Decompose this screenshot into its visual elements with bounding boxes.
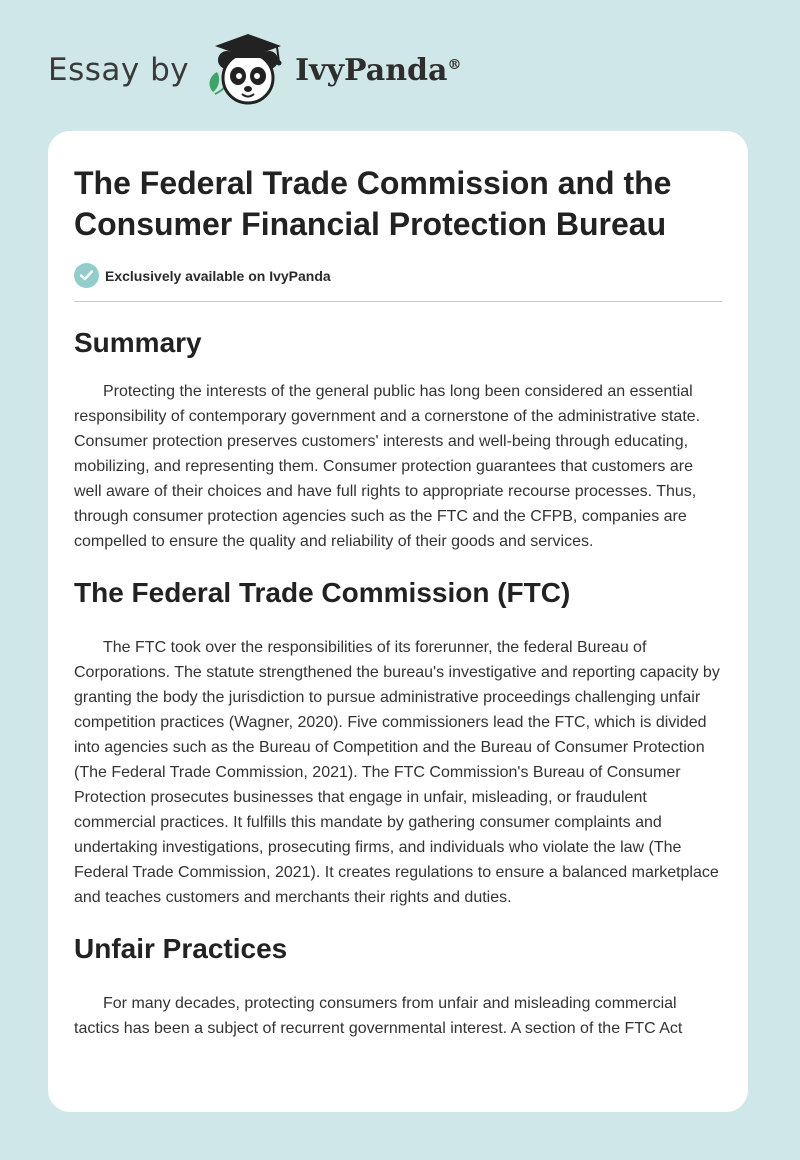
section-heading-summary: Summary [74,327,202,358]
essay-card [48,131,748,1112]
brand-name: IvyPanda® [295,52,462,88]
section-paragraph-ftc: The FTC took over the responsibilities of its forerunner, the federal Bureau of Corporations. The statute strengthened the bureau's investigative and reporting capacity by granting the body the jurisdiction to pursue administrative proceedings challenging unfair competition practices (Wagner, 2020). Five commissioners lead the FTC, which is divided into agencies such as the Bureau of Competition and the Bureau of Consumer Protection (The Federal Trade Commission, 2021). The FTC Commission's Bureau of Consumer Protection prosecutes businesses that engage in unfair, misleading, or fraudulent commercial practices. It fulfills this mandate by gathering consumer complaints and undertaking investigations, prosecuting firms, and individuals who violate the law (The Federal Trade Commission, 2021). It creates regulations to ensure a balanced marketplace and teaches customers and merchants their rights and duties. [74,639,720,906]
exclusive-badge-text: Exclusively available on IvyPanda [105,267,331,284]
section-paragraph-summary: Protecting the interests of the general public has long been considered an essential responsibility of contemporary government and a cornerstone of the administrative state. Consumer protection preserves customers' interests and well-being through educating, mobilizing, and representing them. Consumer protection guarantees that customers are well aware of their choices and have full rights to appropriate recourse processes. Thus, through consumer protection agencies such as the FTC and the CFPB, companies are compelled to ensure the quality and reliability of their goods and services. [74,383,701,550]
brand-prefix: Essay by [48,52,190,88]
check-icon [74,263,99,288]
panda-logo-icon [205,32,287,108]
section-heading-ftc: The Federal Trade Commission (FTC) [74,577,571,608]
section-heading-unfair-practices: Unfair Practices [74,933,288,964]
exclusive-badge [74,263,722,288]
brand-header[interactable] [48,30,461,110]
title-divider [74,301,722,302]
essay-title: The Federal Trade Commission and the Consumer Financial Protection Bureau [74,165,672,242]
section-paragraph-unfair-practices: For many decades, protecting consumers from unfair and misleading commercial tactics has been a subject of recurrent governmental interest. A section of the FTC Act [74,995,683,1037]
